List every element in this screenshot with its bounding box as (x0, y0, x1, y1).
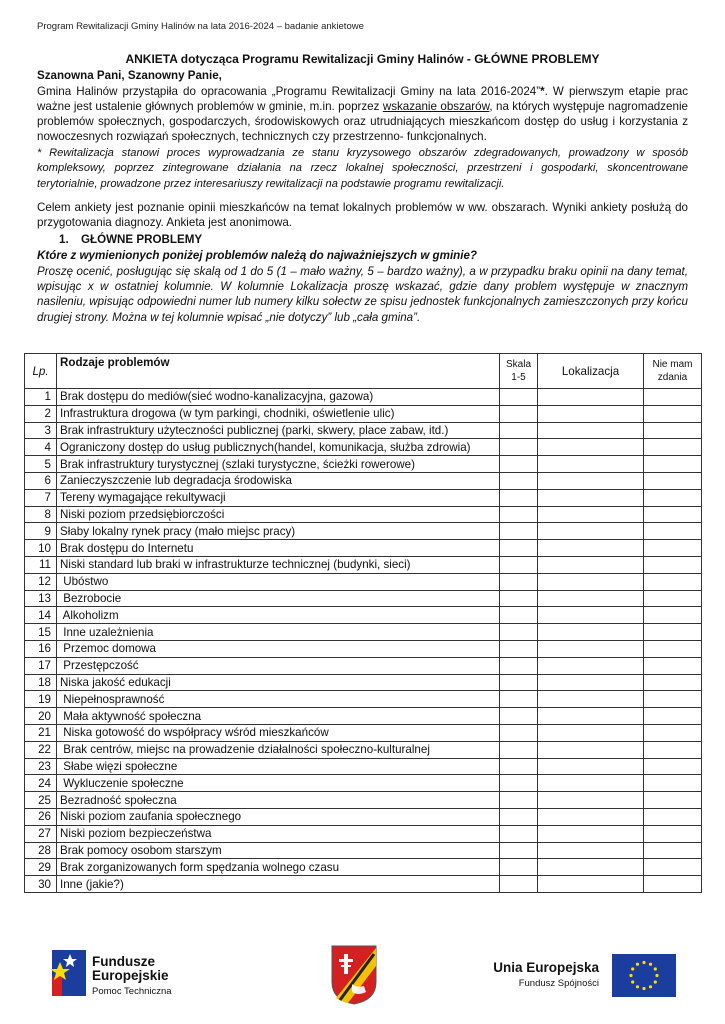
scale-cell[interactable] (500, 859, 538, 876)
row-number: 5 (25, 456, 57, 473)
problem-label: Brak zorganizowanych form spędzania wolnego czasu (57, 859, 500, 876)
location-cell[interactable] (538, 523, 644, 540)
problem-label: Mała aktywność społeczna (57, 708, 500, 725)
scale-cell[interactable] (500, 439, 538, 456)
problems-header: Rodzaje problemów (57, 354, 500, 389)
table-row (25, 506, 702, 523)
scale-cell[interactable] (500, 758, 538, 775)
fe-name-line2: Europejskie (92, 968, 169, 983)
table-row (25, 456, 702, 473)
row-number: 19 (25, 691, 57, 708)
no-opinion-cell[interactable] (644, 758, 702, 775)
row-number: 6 (25, 472, 57, 489)
location-cell[interactable] (538, 607, 644, 624)
scale-cell[interactable] (500, 674, 538, 691)
page-header: Program Rewitalizacji Gminy Halinów na lata 2016-2024 – badanie ankietowe (37, 21, 364, 32)
problem-label: Brak dostępu do Internetu (57, 540, 500, 557)
eu-star-icon (631, 967, 634, 970)
fe-name-line1: Fundusze (92, 954, 155, 969)
table-row (25, 724, 702, 741)
location-cell[interactable] (538, 792, 644, 809)
scale-cell[interactable] (500, 489, 538, 506)
table-row (25, 472, 702, 489)
location-cell[interactable] (538, 758, 644, 775)
problem-label: Bezrobocie (57, 590, 500, 607)
no-opinion-cell[interactable] (644, 792, 702, 809)
problems-table (24, 353, 702, 893)
row-number: 28 (25, 842, 57, 859)
eu-star-icon (636, 963, 639, 966)
scale-cell[interactable] (500, 792, 538, 809)
table-row (25, 876, 702, 893)
table-row (25, 556, 702, 573)
eu-star-icon (631, 980, 634, 983)
table-row (25, 808, 702, 825)
row-number: 9 (25, 523, 57, 540)
location-cell[interactable] (538, 439, 644, 456)
table-row (25, 691, 702, 708)
no-opinion-cell[interactable] (644, 540, 702, 557)
table-row (25, 489, 702, 506)
row-number: 27 (25, 825, 57, 842)
eu-star-icon (629, 974, 632, 977)
no-opinion-cell[interactable] (644, 573, 702, 590)
no-opinion-cell[interactable] (644, 640, 702, 657)
table-row (25, 775, 702, 792)
eu-flag-icon (612, 954, 676, 997)
problem-label: Wykluczenie społeczne (57, 775, 500, 792)
row-number: 2 (25, 405, 57, 422)
table-row (25, 573, 702, 590)
problem-label: Niski poziom bezpieczeństwa (57, 825, 500, 842)
scale-cell[interactable] (500, 456, 538, 473)
row-number: 14 (25, 607, 57, 624)
purpose-paragraph: Celem ankiety jest poznanie opinii mieszkańców na temat lokalnych problemów w ww. obszarach. Wyniki ankiety posłużą do przygotowania diagnozy. Ankieta jest anonimowa. (37, 200, 688, 229)
row-number: 15 (25, 624, 57, 641)
no-opinion-cell[interactable] (644, 724, 702, 741)
eu-star-icon (655, 974, 658, 977)
scale-cell[interactable] (500, 657, 538, 674)
location-cell[interactable] (538, 422, 644, 439)
lp-header: Lp. (25, 354, 57, 389)
scale-cell[interactable] (500, 691, 538, 708)
table-header-row (25, 354, 702, 389)
eu-star-icon (654, 980, 657, 983)
problem-label: Alkoholizm (57, 607, 500, 624)
row-number: 26 (25, 808, 57, 825)
no-opinion-cell[interactable] (644, 708, 702, 725)
location-header: Lokalizacja (538, 354, 644, 389)
row-number: 11 (25, 556, 57, 573)
problem-label: Słaby lokalny rynek pracy (mało miejsc pracy) (57, 523, 500, 540)
location-cell[interactable] (538, 859, 644, 876)
table-row (25, 624, 702, 641)
scale-cell[interactable] (500, 590, 538, 607)
location-cell[interactable] (538, 708, 644, 725)
scale-cell[interactable] (500, 775, 538, 792)
eu-star-icon (649, 963, 652, 966)
scale-cell[interactable] (500, 389, 538, 406)
table-row (25, 741, 702, 758)
row-number: 4 (25, 439, 57, 456)
no-opinion-cell[interactable] (644, 775, 702, 792)
location-cell[interactable] (538, 640, 644, 657)
scale-cell[interactable] (500, 842, 538, 859)
location-cell[interactable] (538, 876, 644, 893)
row-number: 30 (25, 876, 57, 893)
gmina-crest-icon (330, 944, 378, 1006)
no-opinion-cell[interactable] (644, 456, 702, 473)
scale-cell[interactable] (500, 808, 538, 825)
survey-intro (37, 52, 688, 325)
question: Które z wymienionych poniżej problemów należą do najważniejszych w gminie? (37, 249, 477, 263)
no-opinion-cell[interactable] (644, 405, 702, 422)
eu-name: Unia Europejska (493, 960, 599, 975)
problem-label: Brak centrów, miejsc na prowadzenie działalności społeczno-kulturalnej (57, 741, 500, 758)
table-row (25, 640, 702, 657)
location-cell[interactable] (538, 489, 644, 506)
row-number: 21 (25, 724, 57, 741)
instructions: Proszę ocenić, posługując się skalą od 1 do 5 (1 – mało ważny, 5 – bardzo ważny), a w przypadku braku opinii na dany temat, wpisując x w ostatniej kolumnie. W kolumnie Lokalizacja proszę wskazać, gdzie dany problem występuje w znacznym nasileniu, wpisując odpowiedni numer lub numery kilku sołectw ze spisu jednostek funkcjonalnych zamieszczonych przy końcu drugiej strony. Można w tej kolumnie wpisać „nie dotyczy” lub „cała gmina”. (37, 264, 688, 324)
row-number: 25 (25, 792, 57, 809)
problem-label: Brak infrastruktury turystycznej (szlaki turystyczne, ścieżki rowerowe) (57, 456, 500, 473)
row-number: 17 (25, 657, 57, 674)
problem-label: Infrastruktura drogowa (w tym parkingi, chodniki, oświetlenie ulic) (57, 405, 500, 422)
location-cell[interactable] (538, 741, 644, 758)
problem-label: Niska gotowość do współpracy wśród mieszkańców (57, 724, 500, 741)
scale-cell[interactable] (500, 405, 538, 422)
table-row (25, 758, 702, 775)
row-number: 10 (25, 540, 57, 557)
problem-label: Przemoc domowa (57, 640, 500, 657)
no-opinion-cell[interactable] (644, 422, 702, 439)
problem-label: Ograniczony dostęp do usług publicznych(handel, komunikacja, służba zdrowia) (57, 439, 500, 456)
row-number: 1 (25, 389, 57, 406)
no-opinion-cell[interactable] (644, 674, 702, 691)
no-opinion-cell[interactable] (644, 489, 702, 506)
table-row (25, 792, 702, 809)
scale-cell[interactable] (500, 556, 538, 573)
table-row (25, 389, 702, 406)
problem-label: Bezradność społeczna (57, 792, 500, 809)
scale-cell[interactable] (500, 540, 538, 557)
problem-label: Niska jakość edukacji (57, 674, 500, 691)
eu-star-icon (642, 987, 645, 990)
no-opinion-cell[interactable] (644, 556, 702, 573)
location-cell[interactable] (538, 506, 644, 523)
location-cell[interactable] (538, 472, 644, 489)
table-row (25, 859, 702, 876)
scale-cell[interactable] (500, 607, 538, 624)
problem-label: Niski poziom przedsiębiorczości (57, 506, 500, 523)
problem-label: Zanieczyszczenie lub degradacja środowiska (57, 472, 500, 489)
no-opinion-header: Nie mam zdania (644, 354, 702, 389)
table-row (25, 439, 702, 456)
location-cell[interactable] (538, 573, 644, 590)
no-opinion-cell[interactable] (644, 472, 702, 489)
location-cell[interactable] (538, 724, 644, 741)
problem-label: Brak infrastruktury użyteczności publicznej (parki, skwery, place zabaw, itd.) (57, 422, 500, 439)
location-cell[interactable] (538, 389, 644, 406)
eu-star-icon (649, 985, 652, 988)
table-row (25, 842, 702, 859)
scale-cell[interactable] (500, 472, 538, 489)
underlined-phrase: wskazanie obszarów (382, 99, 490, 113)
row-number: 22 (25, 741, 57, 758)
row-number: 20 (25, 708, 57, 725)
intro-paragraph: Gmina Halinów przystąpiła do opracowania „Programu Rewitalizacji Gminy na lata 2016-2024”*. W pierwszym etapie prac ważne jest ustalenie głównych problemów w gminie, m.in. poprzez wskazanie obszarów, na których występuje nagromadzenie problemów społecznych, gospodarczych, środowiskowych oraz utrudniających mieszkańcom dostęp do usług i korzystania z nowoczesnych rozwiązań społecznych, technicznych czy przestrzenno- funkcjonalnych. (37, 84, 688, 144)
eu-star-icon (654, 967, 657, 970)
location-cell[interactable] (538, 825, 644, 842)
salutation: Szanowna Pani, Szanowny Panie, (37, 69, 222, 83)
problem-label: Przestępczość (57, 657, 500, 674)
scale-cell[interactable] (500, 573, 538, 590)
location-cell[interactable] (538, 556, 644, 573)
problem-label: Tereny wymagające rekultywacji (57, 489, 500, 506)
no-opinion-cell[interactable] (644, 741, 702, 758)
scale-cell[interactable] (500, 640, 538, 657)
section-heading: 1. GŁÓWNE PROBLEMY (59, 233, 203, 247)
scale-cell[interactable] (500, 876, 538, 893)
eu-fund: Fundusz Spójności (518, 978, 599, 989)
table-row (25, 523, 702, 540)
no-opinion-cell[interactable] (644, 624, 702, 641)
eu-star-icon (636, 985, 639, 988)
row-number: 7 (25, 489, 57, 506)
location-cell[interactable] (538, 540, 644, 557)
no-opinion-cell[interactable] (644, 439, 702, 456)
row-number: 24 (25, 775, 57, 792)
location-cell[interactable] (538, 842, 644, 859)
no-opinion-cell[interactable] (644, 523, 702, 540)
location-cell[interactable] (538, 657, 644, 674)
scale-cell[interactable] (500, 741, 538, 758)
table-row (25, 540, 702, 557)
location-cell[interactable] (538, 590, 644, 607)
scale-cell[interactable] (500, 523, 538, 540)
problem-label: Brak pomocy osobom starszym (57, 842, 500, 859)
no-opinion-cell[interactable] (644, 842, 702, 859)
scale-cell[interactable] (500, 506, 538, 523)
footer-logos (0, 944, 725, 1014)
no-opinion-cell[interactable] (644, 808, 702, 825)
row-number: 29 (25, 859, 57, 876)
row-number: 18 (25, 674, 57, 691)
no-opinion-cell[interactable] (644, 859, 702, 876)
problem-label: Ubóstwo (57, 573, 500, 590)
scale-cell[interactable] (500, 825, 538, 842)
problem-label: Brak dostępu do mediów(sieć wodno-kanalizacyjna, gazowa) (57, 389, 500, 406)
location-cell[interactable] (538, 775, 644, 792)
no-opinion-cell[interactable] (644, 590, 702, 607)
scale-cell[interactable] (500, 624, 538, 641)
no-opinion-cell[interactable] (644, 607, 702, 624)
fe-star-icon (50, 948, 90, 998)
table-row (25, 422, 702, 439)
row-number: 8 (25, 506, 57, 523)
location-cell[interactable] (538, 808, 644, 825)
table-row (25, 405, 702, 422)
fundusze-europejskie-logo (50, 948, 172, 1003)
problem-label: Inne uzależnienia (57, 624, 500, 641)
problem-label: Niski poziom zaufania społecznego (57, 808, 500, 825)
problem-label: Słabe więzi społeczne (57, 758, 500, 775)
table-row (25, 674, 702, 691)
location-cell[interactable] (538, 691, 644, 708)
row-number: 3 (25, 422, 57, 439)
location-cell[interactable] (538, 624, 644, 641)
no-opinion-cell[interactable] (644, 506, 702, 523)
scale-cell[interactable] (500, 708, 538, 725)
problem-label: Inne (jakie?) (57, 876, 500, 893)
footnote: * Rewitalizacja stanowi proces wyprowadzania ze stanu kryzysowego obszarów zdegradowanych, prowadzony w sposób kompleksowy, poprzez zintegrowane działania na rzecz lokalnej społeczności, przestrzeni i gospodarki, skoncentrowane terytorialnie, prowadzone przez interesariuszy rewitalizacji na podstawie programu rewitalizacji. (37, 146, 688, 190)
table-row (25, 590, 702, 607)
row-number: 13 (25, 590, 57, 607)
row-number: 16 (25, 640, 57, 657)
no-opinion-cell[interactable] (644, 825, 702, 842)
row-number: 12 (25, 573, 57, 590)
scale-cell[interactable] (500, 724, 538, 741)
no-opinion-cell[interactable] (644, 389, 702, 406)
location-cell[interactable] (538, 674, 644, 691)
row-number: 23 (25, 758, 57, 775)
no-opinion-cell[interactable] (644, 657, 702, 674)
location-cell[interactable] (538, 456, 644, 473)
location-cell[interactable] (538, 405, 644, 422)
scale-header: Skala 1-5 (500, 354, 538, 389)
table-row (25, 708, 702, 725)
table-row (25, 657, 702, 674)
problem-label: Niski standard lub braki w infrastrukturze technicznej (budynki, sieci) (57, 556, 500, 573)
scale-cell[interactable] (500, 422, 538, 439)
eu-star-icon (642, 961, 645, 964)
no-opinion-cell[interactable] (644, 691, 702, 708)
table-row (25, 825, 702, 842)
fe-program: Pomoc Techniczna (92, 986, 172, 997)
no-opinion-cell[interactable] (644, 876, 702, 893)
problem-label: Niepełnosprawność (57, 691, 500, 708)
table-row (25, 607, 702, 624)
survey-title: ANKIETA dotycząca Programu Rewitalizacji Gminy Halinów - GŁÓWNE PROBLEMY (125, 52, 600, 66)
